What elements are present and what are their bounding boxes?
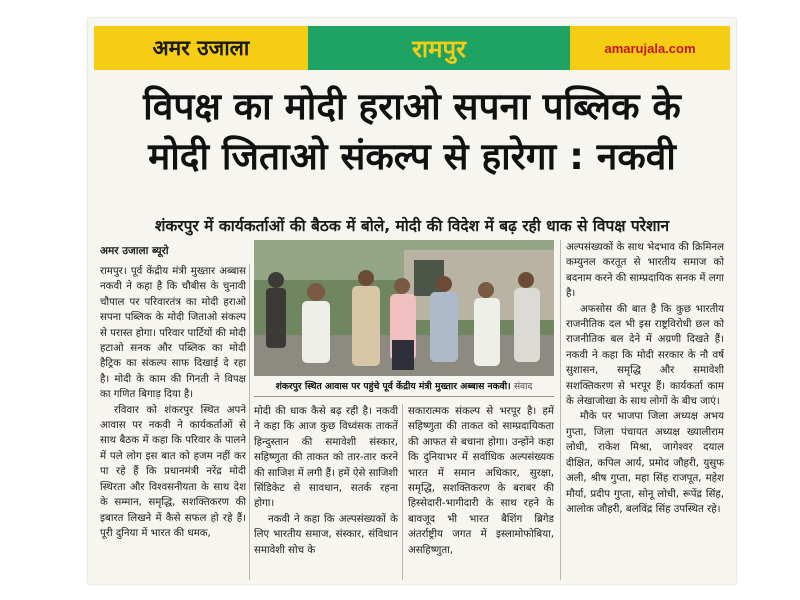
masthead-brand-block [94,26,308,70]
masthead-city-block [308,26,570,70]
column-4-paragraph: अफसोस की बात है कि कुछ भारतीय राजनीतिक दल भी इस राष्ट्रविरोधी छल को राजनीतिक बल देने में अग्रणी दिखते हैं। नकवी ने कहा कि मोदी सरकार के नौ वर्ष सुशासन, समृद्धि और समावेशी सशक्तिकरण से भरपूर हैं। कार्यकर्ता काम के लेखाजोखा के साथ लोगों के बीच जाएं। [566,303,724,408]
newspaper-logo: अमर उजाला [152,36,250,60]
column-1-paragraph: रामपुर। पूर्व केंद्रीय मंत्री मुख्तार अब्बास नकवी ने कहा है कि चौबीस के चुनावी चौपाल पर परिवारतंत्र का मोदी हराओ सपना पब्लिक के मोदी जिताओ संकल्प से परास्त होगा। परिवार पार्टियों की मोदी हटाओ सनक और पब्लिक का मोदी हैट्रिक का संकल्प साफ दिखाई दे रहा है। मोदी के काम की गिनती ने विपक्ष का गणित बिगाड़ दिया है। [100,266,246,401]
article-byline: अमर उजाला ब्यूरो [100,245,169,257]
column-divider [249,264,250,580]
article-column-3 [408,404,554,582]
column-4-paragraph: अल्पसंख्यकों के साथ भेदभाव की क्रिमिनल कम्युनल करतूत से भारतीय समाज को बदनाम करने की साम्प्रदायिक सनक में लगा है। [566,242,724,300]
people-walking-illustration [254,240,554,376]
headline-line-1: विपक्ष का मोदी हराओ सपना पब्लिक के [143,85,681,128]
photo-credit: संवाद [513,381,533,392]
news-photo [254,240,554,376]
column-divider [402,404,403,580]
column-2-paragraph: नकवी ने कहा कि अल्पसंख्यकों के लिए भारतीय समाज, संस्कार, संविधान समावेशी सोच के [254,513,398,556]
newspaper-clipping [88,18,736,584]
photo-caption-text: शंकरपुर स्थित आवास पर पहुंचे पूर्व केंद्रीय मंत्री मुख्तार अब्बास नकवी। [275,381,511,392]
article-column-2 [254,404,398,582]
masthead-site-block [570,26,730,70]
masthead [94,26,730,70]
city-edition-title: रामपुर [412,34,466,63]
article-column-4 [566,240,724,582]
article-subheadline: शंकरपुर में कार्यकर्ताओं की बैठक में बोले, मोदी की विदेश में बढ़ रही धाक से विपक्ष परेशान [154,217,670,235]
column-4-paragraph: मौके पर भाजपा जिला अध्यक्ष अभय गुप्ता, जिला पंचायत अध्यक्ष ख्यालीराम लोधी, राकेश मिश्रा, जागेश्वर दयाल दीक्षित, कपिल आर्य, प्रमोद जौहरी, युसुफ अली, श्रीष गुप्ता, महा सिंह राजपूत, महेश मौर्या, प्रदीप गुप्ता, सोनू लोधी, रूपेंद्र सिंह, आलोक जौहरी, बलविंद्र सिंह उपस्थित रहे। [566,411,724,515]
column-3-paragraph: सकारात्मक संकल्प से भरपूर है। हमें सहिष्णुता की ताकत को साम्प्रदायिकता की आफत से बचाना होगा। उन्होंने कहा कि दुनियाभर में सर्वाधिक अल्पसंख्यक भारत में समान अधिकार, सुरक्षा, समृद्धि, सशक्तिकरण के बराबर की हिस्सेदारी-भागीदारी के साथ रहने के बावजूद भी भारत बैशिंग ब्रिगेड अंतर्राष्ट्रीय जगत में इस्लामोफोबिया, असहिष्णुता, [408,406,554,556]
article-headline [98,82,726,182]
column-2-paragraph: मोदी की धाक कैसे बढ़ रही है। नकवी ने कहा कि आज कुछ विध्वंसक ताकतें हिन्दुस्तान की समावेशी संस्कार, सहिष्णुता की ताकत को तार-तार करने की साजिश में लगी हैं। हमें ऐसे साजिशी सिंडिकेट से सावधान, सतर्क रहना होगा। [254,406,398,510]
photo-caption [254,378,554,397]
headline-line-2: मोदी जिताओ संकल्प से हारेगा : नकवी [148,135,676,178]
article-column-1 [100,264,246,582]
column-divider [560,240,561,580]
column-1-paragraph: रविवार को शंकरपुर स्थित अपने आवास पर नकवी ने कार्यकर्ताओं से साथ बैठक में कहा कि परिवार के पालने में पले लोग इस बात को हजम नहीं कर पा रहे हैं कि प्रधानमंत्री नरेंद्र मोदी स्थिरता और विश्वसनीयता के साथ देश के सम्मान, समृद्धि, सशक्तिकरण की इबारत लिखने में कैसे सफल हो रहे हैं। पूरी दुनिया में भारत की धमक, [100,404,246,539]
website-name: amarujala.com [604,40,696,56]
